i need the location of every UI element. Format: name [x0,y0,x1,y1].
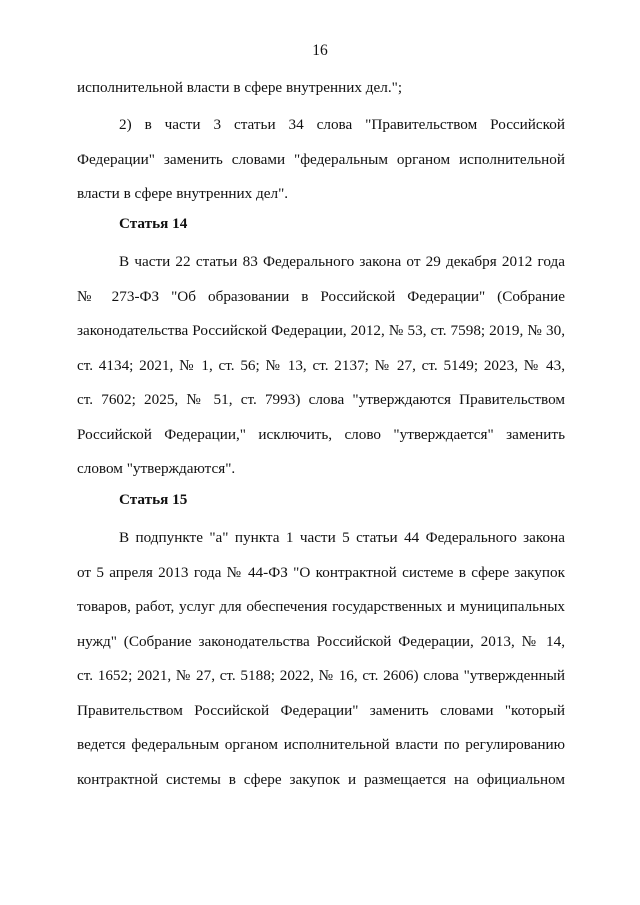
text-line: законодательства Российской Федерации, 2012, № 53, ст. 7598; 2019, № 30, [77,322,565,339]
text-line: ст. 7602; 2025, № 51, ст. 7993) слова "утверждаются Правительством [77,391,565,408]
article-15-heading: Статья 15 [119,491,188,508]
text-line: Российской Федерации," исключить, слово "утверждается" заменить [77,426,565,443]
text-line: В части 22 статьи 83 Федерального закона от 29 декабря 2012 года [119,253,565,270]
article-14-heading: Статья 14 [119,215,188,232]
text-line: Федерации" заменить словами "федеральным органом исполнительной [77,151,565,168]
page-number: 16 [312,42,328,59]
text-line: нужд" (Собрание законодательства Российской Федерации, 2013, № 14, [77,633,565,650]
text-line: № 273-ФЗ "Об образовании в Российской Федерации" (Собрание [77,288,565,305]
text-line: власти в сфере внутренних дел". [77,185,289,202]
text-line: словом "утверждаются". [77,460,236,477]
text-line: ст. 4134; 2021, № 1, ст. 56; № 13, ст. 2137; № 27, ст. 5149; 2023, № 43, [77,357,565,374]
text-line: исполнительной власти в сфере внутренних дел."; [77,79,403,96]
text-line: Правительством Российской Федерации" заменить словами "который [77,702,565,719]
text-line: В подпункте "а" пункта 1 части 5 статьи 44 Федерального закона [119,529,565,546]
text-line: от 5 апреля 2013 года № 44-ФЗ "О контрактной системе в сфере закупок [77,564,565,581]
text-line: ст. 1652; 2021, № 27, ст. 5188; 2022, № 16, ст. 2606) слова "утвержденный [77,667,565,684]
text-line: 2) в части 3 статьи 34 слова "Правительством Российской [119,116,565,133]
text-line: товаров, работ, услуг для обеспечения государственных и муниципальных [77,598,565,615]
text-line: контрактной системы в сфере закупок и размещается на официальном [77,771,565,788]
text-line: ведется федеральным органом исполнительной власти по регулированию [77,736,565,753]
